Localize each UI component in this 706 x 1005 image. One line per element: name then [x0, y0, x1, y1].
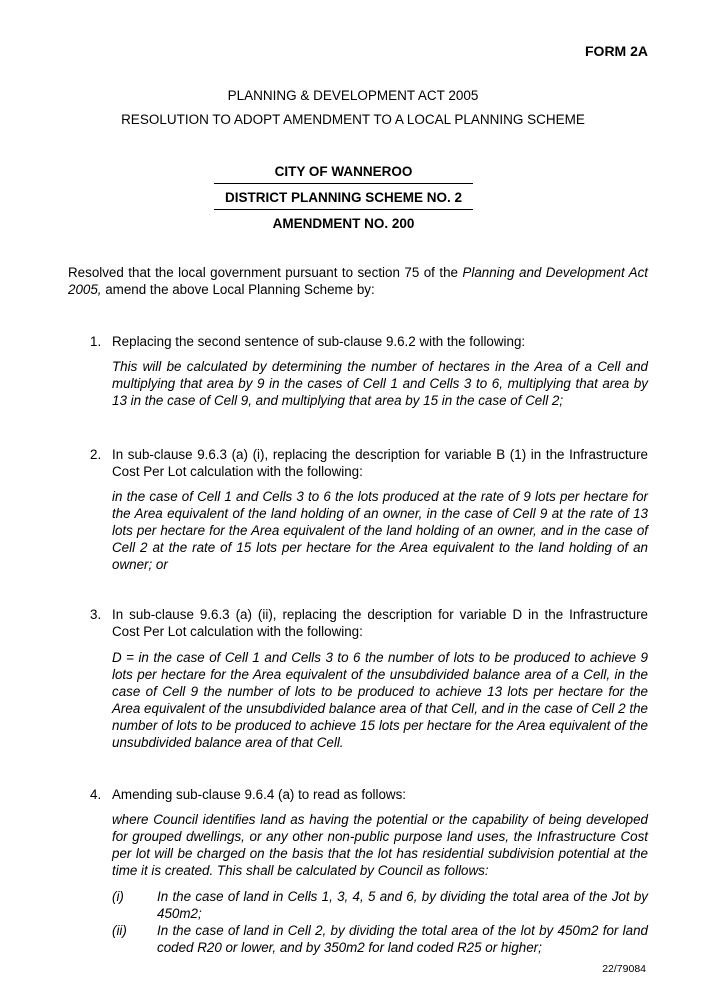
divider [214, 209, 473, 210]
item-text: in the case of Cell 1 and Cells 3 to 6 the lots produced at the rate of 9 lots per hectare for the Area equivalent of the land holding of an owner, in the case of Cell 9 at the rate of 13 lots per hectare for the Area equivalent of the land holding of an owner, and in the case of Cell 2 at the rate of 15 lots per hectare for the Area equivalent to the land holding of an owner; or [112, 489, 648, 572]
item-text: This will be calculated by determining the number of hectares in the Area of a Cell and multiplying that area by 9 in the cases of Cell 1 and Cells 3 to 6, multiplying that area by 13 in the case of Cell 9, and multiplying that area by 15 in the case of Cell 2; [112, 359, 648, 408]
item-number: 3. [90, 607, 102, 622]
intro-text-end: amend the above Local Planning Scheme by: [101, 282, 375, 297]
divider [214, 183, 473, 184]
scheme-name: DISTRICT PLANNING SCHEME NO. 2 [224, 190, 462, 205]
intro-paragraph [68, 264, 648, 298]
item-instruction: Replacing the second sentence of sub-clause 9.6.2 with the following: [112, 334, 526, 349]
sub-item-text: In the case of land in Cell 2, by dividing the total area of the lot by 450m2 for land coded R20 or lower, and by 350m2 for land coded R25 or higher; [157, 923, 648, 955]
item-text: D = in the case of Cell 1 and Cells 3 to 6 the number of lots to be produced to achieve 9 lots per hectare for the Area equivalent of the unsubdivided balance area of a Cell, in the case of Cell 9 the number of lots to be produced to achieve 13 lots per hectare for the Area equivalent of the unsubdivided balance area of that Cell, and in the case of Cell 2 the number of lots to be produced to achieve 15 lots per hectare for the Area equivalent of the unsubdivided balance area of that Cell. [112, 650, 648, 750]
resolution-heading: RESOLUTION TO ADOPT AMENDMENT TO A LOCAL PLANNING SCHEME [121, 112, 585, 127]
item-instruction: In sub-clause 9.6.3 (a) (i), replacing the description for variable B (1) in the Infrastructure Cost Per Lot calculation with the following: [112, 447, 648, 479]
item-number: 2. [90, 447, 102, 462]
sub-item-label: (i) [112, 889, 124, 904]
act-heading: PLANNING & DEVELOPMENT ACT 2005 [227, 88, 479, 103]
item-number: 1. [90, 334, 102, 349]
intro-text: Resolved that the local government pursuant to section 75 of the [68, 265, 463, 280]
item-text: where Council identifies land as having the potential or the capability of being developed for grouped dwellings, or any other non-public purpose land uses, the Infrastructure Cost per lot will be charged on the basis that the lot has residential subdivision potential at the time it is created. This shall be calculated by Council as follows: [112, 812, 648, 878]
item-number: 4. [90, 787, 102, 802]
item-instruction: In sub-clause 9.6.3 (a) (ii), replacing the description for variable D in the Infrastructure Cost Per Lot calculation with the following: [112, 607, 648, 639]
item-instruction: Amending sub-clause 9.6.4 (a) to read as follows: [112, 787, 407, 802]
act-name: Planning and Development Act 2005, [68, 265, 648, 297]
form-label: FORM 2A [585, 43, 648, 59]
city-name: CITY OF WANNEROO [274, 164, 413, 179]
sub-item-label: (ii) [112, 923, 127, 938]
amendment-number: AMENDMENT NO. 200 [272, 216, 415, 231]
sub-item-text: In the case of land in Cells 1, 3, 4, 5 and 6, by dividing the total area of the Jot by 450m2; [157, 889, 648, 921]
document-reference: 22/79084 [602, 963, 646, 975]
